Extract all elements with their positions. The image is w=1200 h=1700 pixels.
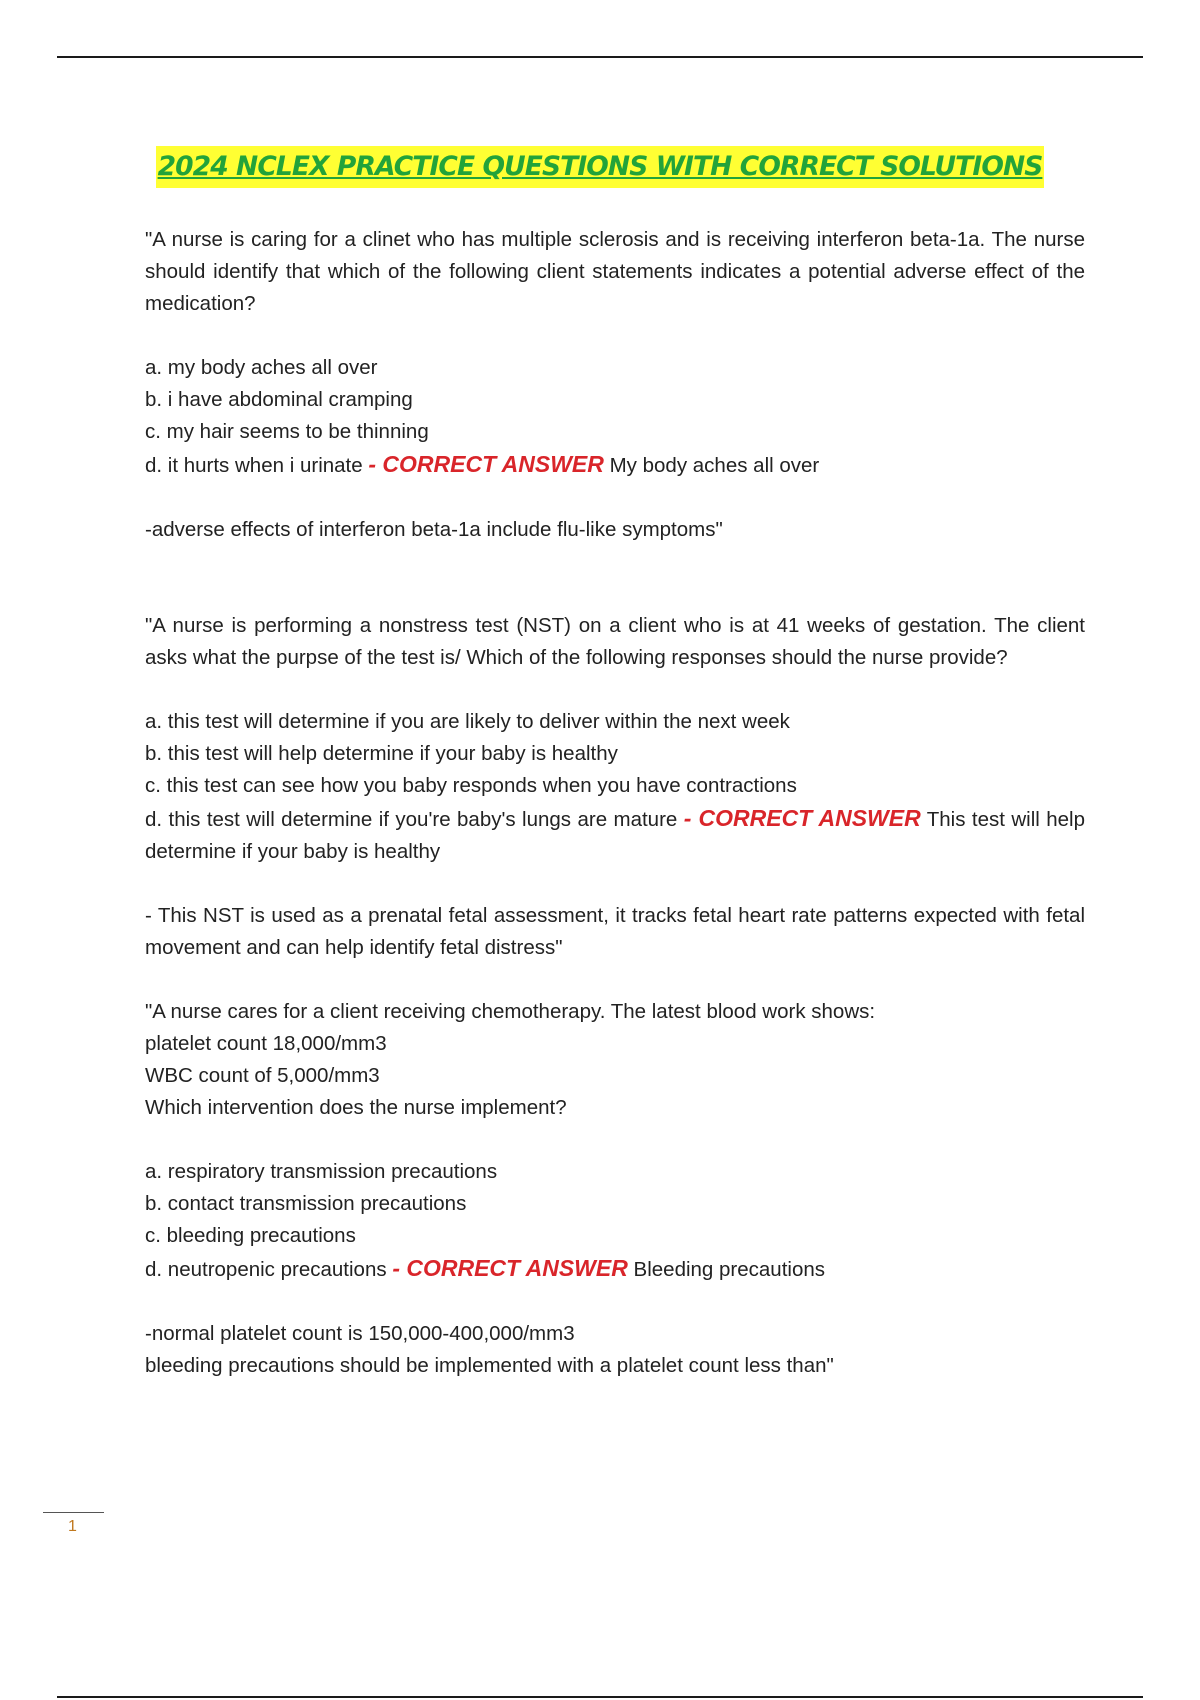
rationale: -adverse effects of interferon beta-1a include flu-like symptoms" [145,518,723,541]
footer-rule [57,1696,1143,1698]
option-c: c. bleeding precautions [145,1224,356,1247]
option-d-with-answer [145,1252,1085,1286]
rationale-line-1: -normal platelet count is 150,000-400,000/mm3 [145,1322,575,1345]
option-b: b. contact transmission precautions [145,1192,467,1215]
correct-answer-label: - CORRECT ANSWER [683,805,921,831]
question-stem: "A nurse is caring for a clinet who has multiple sclerosis and is receiving interferon beta-1a. The nurse should identify that which of the following client statements indicates a potential adverse effect of the medication? [145,228,1085,315]
option-c: c. this test can see how you baby responds when you have contractions [145,774,797,797]
option-c: c. my hair seems to be thinning [145,420,429,443]
document-body [145,224,1085,1382]
correct-answer-text: Bleeding precautions [633,1258,826,1281]
question-stem-line-3: WBC count of 5,000/mm3 [145,1064,380,1087]
option-d: d. neutropenic precautions [145,1258,387,1281]
question-1 [145,224,1085,546]
title-container [0,146,1200,188]
question-stem-line-2: platelet count 18,000/mm3 [145,1032,387,1055]
rationale: - This NST is used as a prenatal fetal assessment, it tracks fetal heart rate patterns expected with fetal movement and can help identify fetal distress" [145,904,1085,959]
question-3 [145,996,1085,1382]
option-a: a. this test will determine if you are likely to deliver within the next week [145,710,790,733]
correct-answer-text: This test will help determine if your baby is healthy [145,808,1085,863]
correct-answer-label: - CORRECT ANSWER [368,451,604,477]
question-2 [145,610,1085,964]
correct-answer-text: My body aches all over [609,454,820,477]
header-rule [57,56,1143,58]
option-a: a. my body aches all over [145,356,378,379]
document-title: 2024 NCLEX PRACTICE QUESTIONS WITH CORRECT SOLUTIONS [156,146,1045,188]
option-b: b. i have abdominal cramping [145,388,413,411]
option-d: d. this test will determine if you're baby's lungs are mature [145,808,678,831]
question-stem-line-1: "A nurse cares for a client receiving chemotherapy. The latest blood work shows: [145,1000,876,1023]
page-number: 1 [68,1518,77,1535]
option-b: b. this test will help determine if your baby is healthy [145,742,618,765]
rationale-line-2: bleeding precautions should be implemented with a platelet count less than" [145,1354,834,1377]
option-d-with-answer [145,448,1085,482]
option-d: d. it hurts when i urinate [145,454,363,477]
question-stem: "A nurse is performing a nonstress test (NST) on a client who is at 41 weeks of gestation. The client asks what the purpse of the test is/ Which of the following responses should the nurse provide? [145,614,1085,669]
footnote-separator [43,1512,104,1513]
option-a: a. respiratory transmission precautions [145,1160,498,1183]
question-stem-line-4: Which intervention does the nurse implement? [145,1096,567,1119]
option-d-with-answer [145,802,1085,868]
correct-answer-label: - CORRECT ANSWER [392,1255,628,1281]
